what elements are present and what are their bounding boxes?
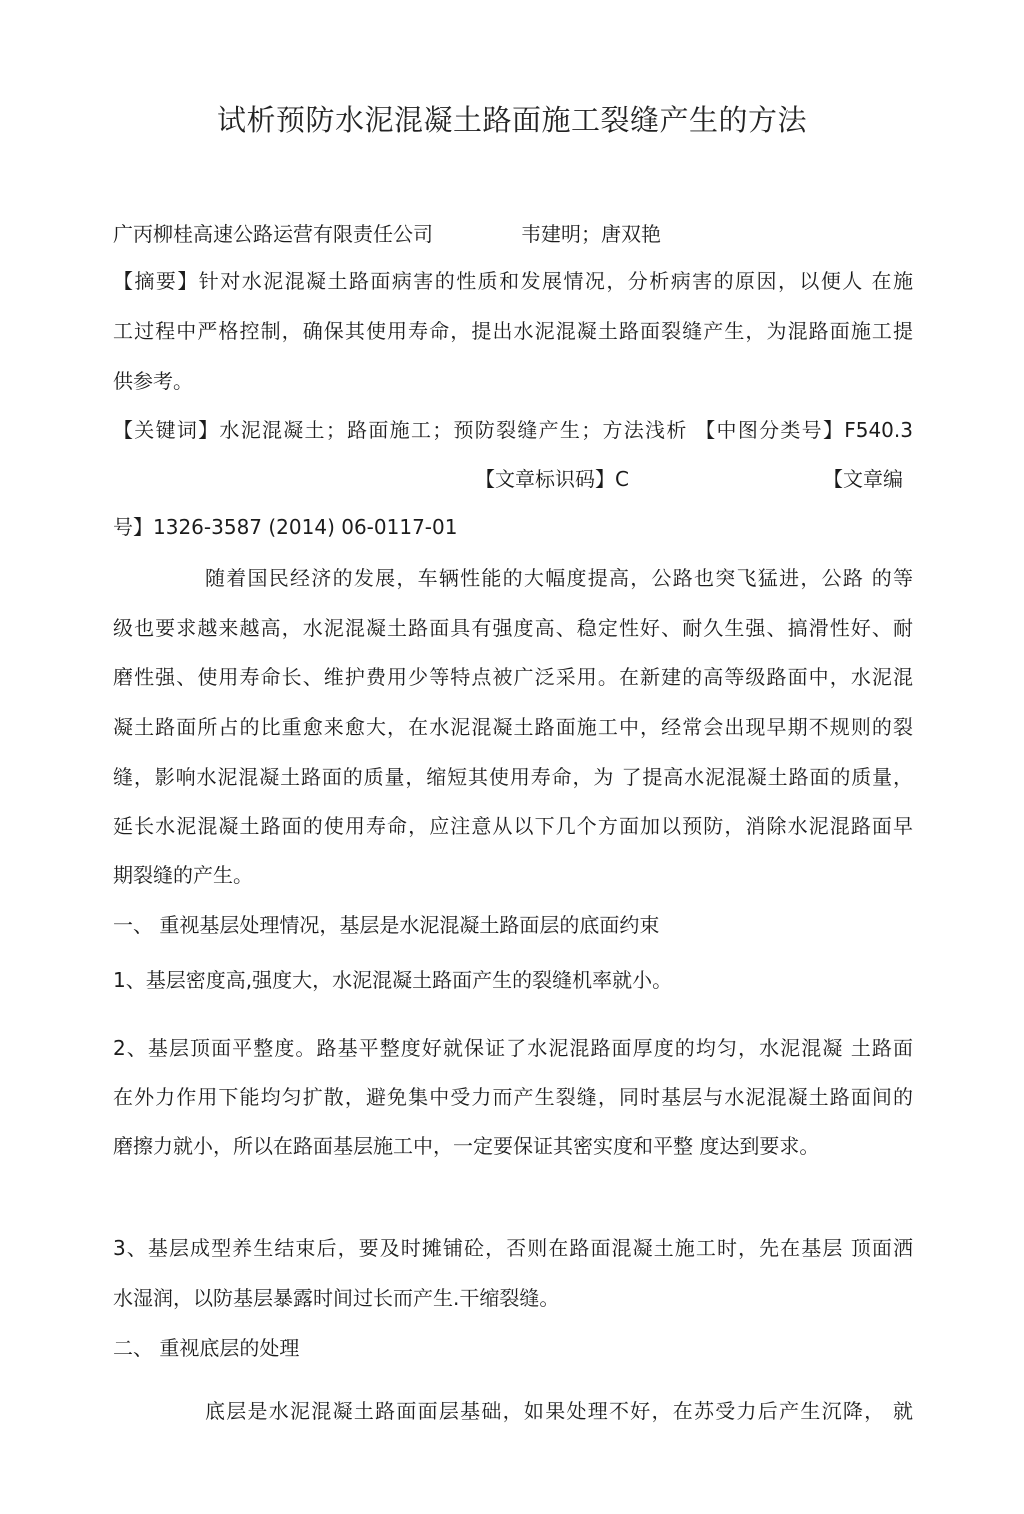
author-company: 广丙柳桂高速公路运营有限责任公司 [113,222,433,246]
abstract-line: 【摘要】针对水泥混凝土路面病害的性质和发展情况，分析病害的原因，以便人 在施 [113,269,913,293]
document-title: 试析预防水泥混凝土路面施工裂缝产生的方法 [216,103,807,137]
article-number-label: 【文章编 [823,467,903,491]
section-item: 1、基层密度高,强度大，水泥混凝土路面产生的裂缝机率就小。 [113,968,673,992]
keywords-line: 【关键词】水泥混凝土；路面施工；预防裂缝产生；方法浅析 【中图分类号】F540.3 [113,418,913,442]
article-number: 号】1326-3587 (2014) 06-0117-01 [113,515,458,539]
abstract-line: 供参考。 [113,369,193,393]
section-item: 在外力作用下能均匀扩散，避免集中受力而产生裂缝，同时基层与水泥混凝土路面间的 [113,1085,913,1109]
intro-line: 期裂缝的产生。 [113,863,253,887]
author-names: 韦建明；唐双艳 [521,222,661,246]
section-item: 2、基层顶面平整度。路基平整度好就保证了水泥混路面厚度的均匀，水泥混凝 土路面 [113,1036,913,1060]
abstract-line: 工过程中严格控制，确保其使用寿命，提出水泥混凝土路面裂缝产生，为混路面施工提 [113,319,913,343]
section-item: 磨擦力就小，所以在路面基层施工中，一定要保证其密实度和平整 度达到要求。 [113,1134,820,1158]
section-heading: 二、 重视底层的处理 [113,1336,300,1360]
intro-line: 磨性强、使用寿命长、维护费用少等特点被广泛采用。在新建的高等级路面中，水泥混 [113,665,913,689]
section-paragraph-line: 底层是水泥混凝土路面面层基础，如果处理不好，在苏受力后产生沉降， 就 [205,1399,913,1423]
intro-line: 随着国民经济的发展，车辆性能的大幅度提高，公路也突飞猛进，公路 的等 [205,566,913,590]
intro-line: 延长水泥混凝土路面的使用寿命，应注意从以下几个方面加以预防，消除水泥混路面早 [113,814,913,838]
intro-line: 凝土路面所占的比重愈来愈大，在水泥混凝土路面施工中，经常会出现早期不规则的裂 [113,715,913,739]
section-item: 3、基层成型养生结束后，要及时摊铺砼，否则在路面混凝土施工时，先在基层 顶面洒 [113,1236,913,1260]
intro-line: 缝，影响水泥混凝土路面的质量，缩短其使用寿命，为 了提高水泥混凝土路面的质量， [113,765,913,789]
section-item: 水湿润，以防基层暴露时间过长而产生.干缩裂缝。 [113,1286,560,1310]
intro-line: 级也要求越来越高，水泥混凝土路面具有强度高、稳定性好、耐久生强、搞滑性好、耐 [113,616,913,640]
section-heading: 一、 重视基层处理情况，基层是水泥混凝土路面层的底面约束 [113,913,660,937]
document-id-code: 【文章标识码】C [475,467,629,491]
